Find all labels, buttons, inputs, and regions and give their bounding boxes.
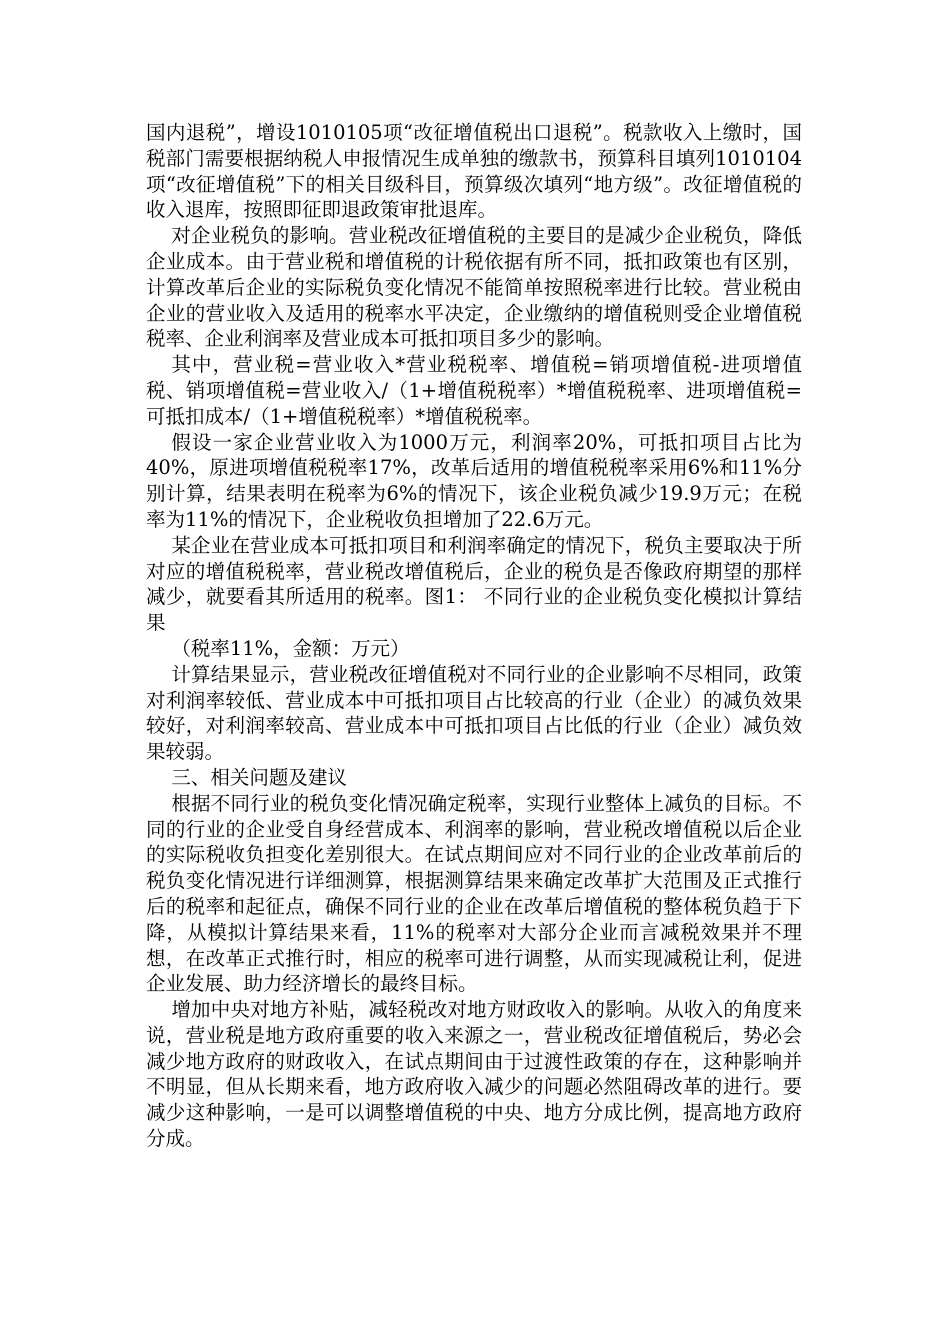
paragraph-tax-rate-suggestion: 根据不同行业的税负变化情况确定税率，实现行业整体上减负的目标。不同的行业的企业受自身经营成本、利润率的影响，营业税改增值税以后企业的实际税收负担变化差别很大。在试点期间应对不同行业的企业改革前后的税负变化情况进行详细测算，根据测算结果来确定改革扩大范围及正式推行后的税率和起征点，确保不同行业的企业在改革后增值税的整体税负趋于下降，从模拟计算结果来看，11%的税率对大部分企业而言减税效果并不理想，在改革正式推行时，相应的税率可进行调整，从而实现减税让利，促进企业发展、助力经济增长的最终目标。 [146, 791, 802, 996]
paragraph-figure-caption: 某企业在营业成本可抵扣项目和利润率确定的情况下，税负主要取决于所对应的增值税税率，营业税改增值税后，企业的税负是否像政府期望的那样减少，就要看其所适用的税率。图1： 不同行业的企业税负变化模拟计算结果 [146, 533, 802, 635]
paragraph-tax-burden-impact: 对企业税负的影响。营业税改征增值税的主要目的是减少企业税负，降低企业成本。由于营业税和增值税的计税依据有所不同，抵扣政策也有区别，计算改革后企业的实际税负变化情况不能简单按照税率进行比较。营业税由企业的营业收入及适用的税率水平决定，企业缴纳的增值税则受企业增值税税率、企业利润率及营业成本可抵扣项目多少的影响。 [146, 224, 802, 351]
section-heading: 三、相关问题及建议 [171, 765, 347, 789]
paragraph-calculation-results: 计算结果显示，营业税改征增值税对不同行业的企业影响不尽相同，政策对利润率较低、营业成本中可抵扣项目占比较高的行业（企业）的减负效果较好，对利润率较高、营业成本中可抵扣项目占比低的行业（企业）减负效果较弱。 [146, 662, 802, 764]
paragraph-example-calculation: 假设一家企业营业收入为1000万元，利润率20%，可抵扣项目占比为40%，原进项增值税税率17%，改革后适用的增值税税率采用6%和11%分别计算，结果表明在税率为6%的情况下，该企业税负减少19.9万元；在税率为11%的情况下，企业税收负担增加了22.6万元。 [146, 430, 802, 531]
document-body [146, 120, 802, 1152]
paragraph-figure-unit-note: （税率11%，金额：万元） [171, 636, 410, 660]
paragraph-central-subsidy: 增加中央对地方补贴，减轻税改对地方财政收入的影响。从收入的角度来说，营业税是地方政府重要的收入来源之一，营业税改征增值税后，势必会减少地方政府的财政收入，在试点期间由于过渡性政策的存在，这种影响并不明显，但从长期来看，地方政府收入减少的问题必然阻碍改革的进行。要减少这种影响，一是可以调整增值税的中央、地方分成比例，提高地方政府分成。 [146, 998, 802, 1151]
paragraph-refund-budget: 国内退税”，增设1010105项“改征增值税出口退税”。税款收入上缴时，国税部门需要根据纳税人申报情况生成单独的缴款书，预算科目填列1010104项“改征增值税”下的相关目级科目，预算级次填列“地方级”。改征增值税的收入退库，按照即征即退政策审批退库。 [146, 121, 802, 222]
paragraph-formulas: 其中，营业税=营业收入*营业税税率、增值税=销项增值税-进项增值税、销项增值税=营业收入/（1+增值税税率）*增值税税率、进项增值税=可抵扣成本/（1+增值税税率）*增值税税率。 [146, 353, 802, 428]
